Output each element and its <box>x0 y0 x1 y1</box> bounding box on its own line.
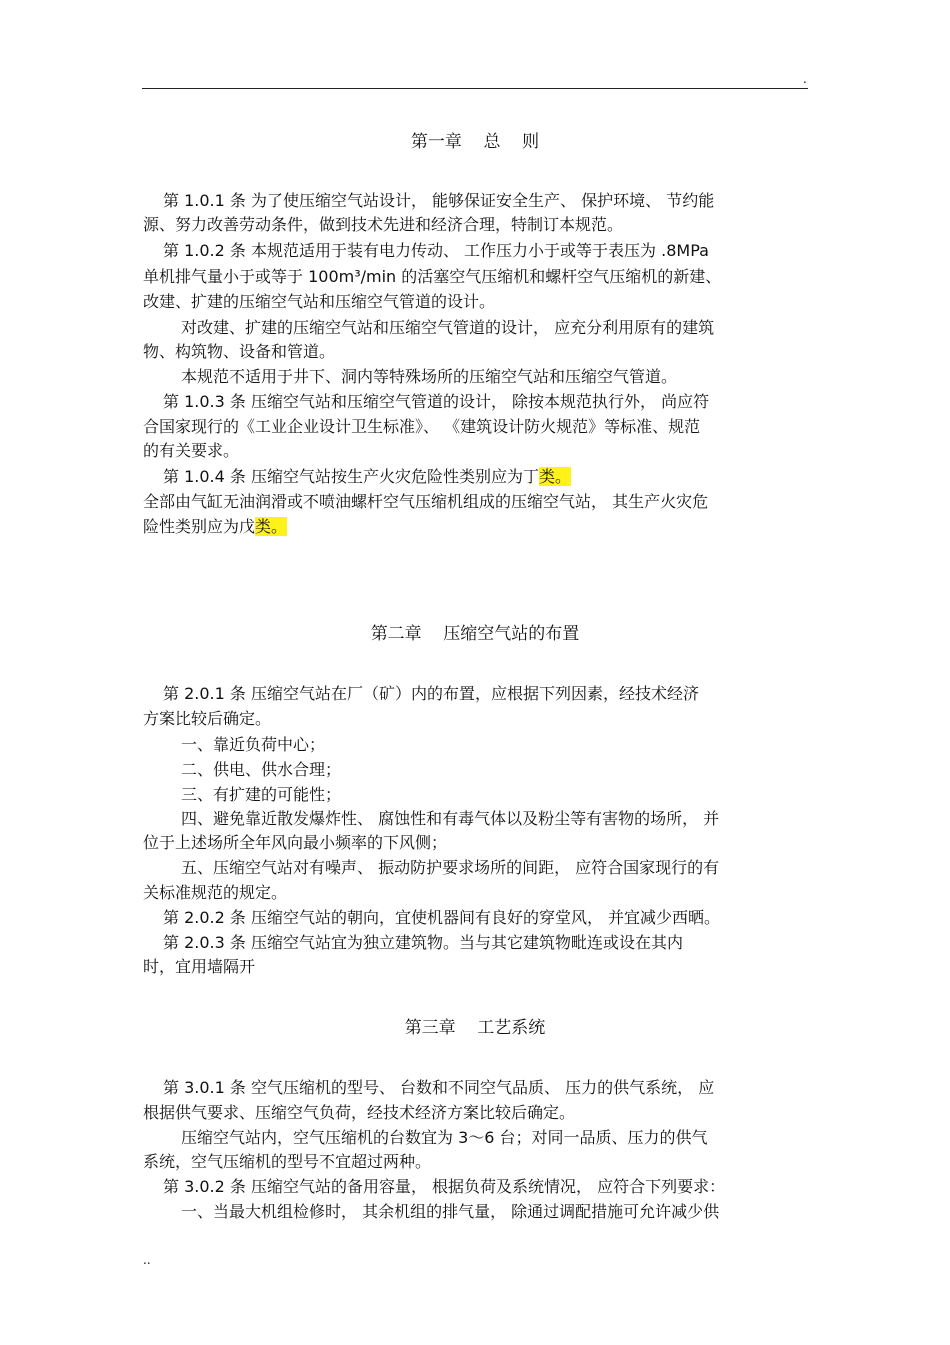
text-line: 压缩空气站内，空气压缩机的台数宜为 3～6 台；对同一品质、压力的供气 <box>181 1128 708 1147</box>
footer-mark: .. <box>143 1253 151 1267</box>
text-line <box>143 516 808 538</box>
text-line: 关标准规范的规定。 <box>143 883 288 902</box>
chapter-1-heading: 第一章 总 则 <box>410 132 540 152</box>
text-line: 对改建、扩建的压缩空气站和压缩空气管道的设计， 应充分利用原有的建筑 <box>181 318 715 337</box>
text-line: 第 3.0.2 条 压缩空气站的备用容量， 根据负荷及系统情况， 应符合下列要求： <box>163 1177 726 1196</box>
text-line: 第 2.0.1 条 压缩空气站在厂（矿）内的布置，应根据下列因素，经技术经济 <box>163 684 699 703</box>
text-line: 物、构筑物、设备和管道。 <box>143 342 336 361</box>
text-line: 第 1.0.2 条 本规范适用于装有电力传动、 工作压力小于或等于表压为 .8MPa <box>163 241 709 260</box>
text-line: 系统，空气压缩机的型号不宜超过两种。 <box>143 1152 432 1171</box>
text-line: 第 3.0.1 条 空气压缩机的型号、 台数和不同空气品质、 压力的供气系统， 应 <box>163 1078 715 1097</box>
text-run: 第 1.0.4 条 压缩空气站按生产火灾危险性类别应为丁 <box>163 467 539 486</box>
text-line: 位于上述场所全年风向最小频率的下风侧； <box>143 833 448 852</box>
list-item: 三、有扩建的可能性； <box>181 785 342 804</box>
text-line: 第 1.0.3 条 压缩空气站和压缩空气管道的设计， 除按本规范执行外， 尚应符 <box>163 392 710 411</box>
text-line: 时，宜用墙隔开 <box>143 957 256 976</box>
text-line: 第 2.0.2 条 压缩空气站的朝向，宜使机器间有良好的穿堂风， 并宜减少西晒。 <box>163 908 721 927</box>
text-line: 单机排气量小于或等于 100m³/min 的活塞空气压缩机和螺杆空气压缩机的新建、 <box>143 267 722 286</box>
list-item: 一、当最大机组检修时， 其余机组的排气量， 除通过调配措施可允许减少供 <box>181 1202 720 1221</box>
text-line: 第 1.0.1 条 为了使压缩空气站设计， 能够保证安全生产、 保护环境、 节约能 <box>163 191 715 210</box>
text-line: 源、努力改善劳动条件，做到技术先进和经济合理，特制订本规范。 <box>143 215 624 234</box>
text-line: 改建、扩建的压缩空气站和压缩空气管道的设计。 <box>143 292 496 311</box>
list-item: 四、避免靠近散发爆炸性、 腐蚀性和有毒气体以及粉尘等有害物的场所， 并 <box>181 809 720 828</box>
text-line: 全部由气缸无油润滑或不喷油螺杆空气压缩机组成的压缩空气站， 其生产火灾危 <box>143 492 709 511</box>
list-item: 二、供电、供水合理； <box>181 760 342 779</box>
highlighted-text: 类。 <box>538 467 571 486</box>
text-line: 合国家现行的《工业企业设计卫生标准》、 《建筑设计防火规范》等标准、规范 <box>143 417 701 436</box>
text-line: 的有关要求。 <box>143 441 240 460</box>
text-line: 根据供气要求、压缩空气负荷，经技术经济方案比较后确定。 <box>143 1103 576 1122</box>
text-line: 第 2.0.3 条 压缩空气站宜为独立建筑物。当与其它建筑物毗连或设在其内 <box>163 933 683 952</box>
chapter-3-heading: 第三章 工艺系统 <box>404 1018 546 1038</box>
text-line <box>143 466 828 488</box>
text-run: 险性类别应为戊 <box>143 517 256 536</box>
list-item: 一、靠近负荷中心； <box>181 735 326 754</box>
chapter-2-heading: 第二章 压缩空气站的布置 <box>370 624 580 644</box>
text-line: 方案比较后确定。 <box>143 709 272 728</box>
highlighted-text: 类。 <box>255 517 288 536</box>
list-item: 五、压缩空气站对有噪声、 振动防护要求场所的间距， 应符合国家现行的有 <box>181 858 720 877</box>
text-line: 本规范不适用于井下、洞内等特殊场所的压缩空气站和压缩空气管道。 <box>181 367 678 386</box>
header-mark: . <box>803 72 807 86</box>
header-rule <box>142 88 808 89</box>
